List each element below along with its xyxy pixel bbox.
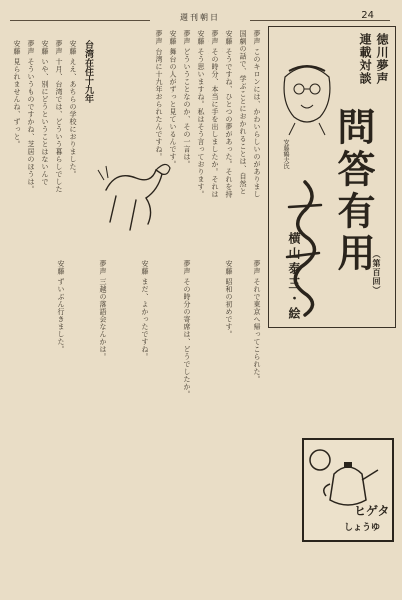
body-column-9: 安藤 ええ、あちらの学校におりました。 <box>69 40 77 178</box>
advertisement-box <box>302 438 394 542</box>
ad-brand: ヒゲタ <box>354 504 390 518</box>
body-column-15: 安藤 昭和の初めです。 <box>225 260 233 338</box>
body-column-10: 夢声 十月、台湾では、どういう暮らしでした <box>55 40 63 193</box>
page-number: 24 <box>361 10 374 21</box>
body-column-18: 夢声 三越の落語会なんかは。 <box>99 260 107 361</box>
body-column-5: 安藤 そう思いますね。私はそう言っております。 <box>197 30 205 198</box>
feature-title: 問答有用 <box>331 107 376 275</box>
body-column-4: 夢声 その時分、本当に手を出しましたか。それは <box>211 30 219 198</box>
illustration <box>96 150 176 240</box>
ad-product: しょうゆ <box>344 523 381 533</box>
feature-kicker: 徳川夢声 連載対談 <box>358 33 389 85</box>
section-heading-taiwan: 台湾在住十九年 <box>83 40 93 103</box>
body-column-17: 安藤 まだ、よかったですね。 <box>141 260 149 361</box>
portrait-label: 安藤鶴夫氏 <box>282 139 289 169</box>
signature-brush-icon <box>275 177 335 317</box>
body-column-13: 安藤 見られませんね、ずっと。 <box>13 40 21 148</box>
header-title: 週刊朝日 <box>150 12 250 23</box>
body-column-8: 夢声 台湾に十九年おられたんですね。 <box>155 30 163 161</box>
guest-signature <box>275 177 335 317</box>
body-column-19: 安藤 ずいぶん行きました。 <box>57 260 65 353</box>
body-column-2: 国劇の話で、学ぶことにおかれることは、自然と <box>239 30 247 195</box>
cartoon-horse-icon <box>96 150 176 240</box>
body-column-16: 夢声 その時分の寄席は、どうでしたか。 <box>183 260 191 398</box>
body-column-14: 夢声 それで東京へ帰ってこられた。 <box>253 260 261 383</box>
body-column-6: 夢声 どういうことなのか、その一言は。 <box>183 30 191 168</box>
body-column-1: 夢声 このキロンには、かわいらしいのがありまし <box>253 30 261 198</box>
body-column-7: 安藤 舞台の人がずっと見ているんです。 <box>169 30 177 168</box>
body-column-11: 安藤 いや、別にどうということはないんで <box>41 40 49 186</box>
page-header <box>0 6 402 26</box>
body-column-12: 夢声 そういうものですかね、芝居のほうは。 <box>27 40 35 193</box>
issue-number: （第百回） <box>372 250 382 295</box>
illustrator-credit: 横山泰三・絵 <box>287 232 301 322</box>
body-column-3: 安藤 そうですね、ひとつの夢があった。それを持 <box>225 30 233 198</box>
